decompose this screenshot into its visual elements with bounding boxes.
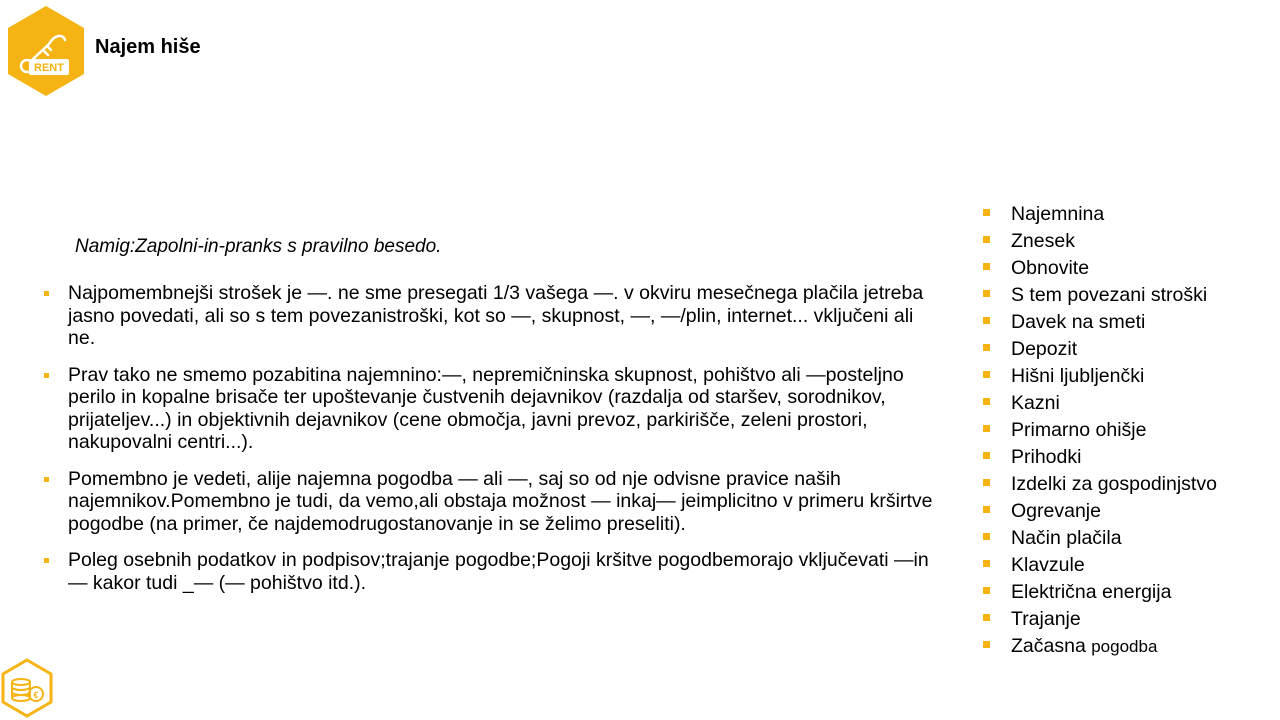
bullet-icon xyxy=(983,263,990,270)
paragraph-text: Prav tako ne smemo pozabitina najemnino:—, nepremičninska skupnost, pohištvo ali —posteljno perilo in kopalne brisače ter upoštevanje čustvenih dejavnikov (razdalja od staršev, sorodnikov, prijateljev...) in objektivnih dejavnikov (cene območja, javni prevoz, parkirišče, zeleni prostori, nakupovalni centri...). xyxy=(68,363,904,453)
bullet-icon xyxy=(983,533,990,540)
word-bank-item xyxy=(983,525,1273,552)
word-bank-label: Kazni xyxy=(1011,392,1060,414)
word-bank-label: Klavzule xyxy=(1011,554,1085,576)
word-bank-label: Davek na smeti xyxy=(1011,311,1146,333)
bullet-icon xyxy=(983,425,990,432)
word-bank-label: Prihodki xyxy=(1011,446,1082,468)
paragraph-list xyxy=(40,282,940,608)
paragraph-text: Poleg osebnih podatkov in podpisov;trajanje pogodbe;Pogoji kršitve pogodbemorajo vključevati —in — kakor tudi _— (— pohištvo itd.). xyxy=(68,549,929,594)
word-bank-label: Izdelki za gospodinjstvo xyxy=(1011,473,1217,495)
bullet-icon xyxy=(983,641,990,648)
word-bank-label-small: pogodba xyxy=(1091,637,1158,656)
coins-icon xyxy=(1,658,53,718)
word-bank-label: Začasna xyxy=(1011,635,1086,657)
paragraph-item xyxy=(40,468,940,536)
word-bank-item xyxy=(983,282,1273,309)
word-bank-item xyxy=(983,228,1273,255)
rent-logo xyxy=(5,4,87,98)
word-bank-label: Depozit xyxy=(1011,338,1078,360)
bullet-icon xyxy=(983,587,990,594)
word-bank-label: Obnovite xyxy=(1011,257,1090,279)
hint-text: Namig:Zapolni-in-pranks s pravilno besedo. xyxy=(75,236,442,257)
paragraph-text: Pomembno je vedeti, alije najemna pogodba — ali —, saj so od nje odvisne pravice naših najemnikov.Pomembno je tudi, da vemo,ali obstaja možnost — inkaj— jeimplicitno v primeru krširtve pogodbe (na primer, če najdemodrugostanovanje in se želimo preseliti). xyxy=(68,467,933,535)
paragraph-text: Najpomembnejši strošek je —. ne sme presegati 1/3 vašega —. v okviru mesečnega plačila jetreba jasno povedati, ali so s tem povezanistroški, kot so —, skupnost, —, —/plin, internet... vključeni ali ne. xyxy=(68,282,924,349)
word-bank-label: Trajanje xyxy=(1011,608,1081,630)
word-bank-item xyxy=(983,390,1273,417)
word-bank-item xyxy=(983,606,1273,633)
bullet-icon xyxy=(983,560,990,567)
paragraph-item xyxy=(40,282,940,350)
bullet-icon xyxy=(983,614,990,621)
word-bank-item xyxy=(983,309,1273,336)
bullet-icon xyxy=(983,479,990,486)
bullet-icon xyxy=(983,371,990,378)
bullet-icon xyxy=(44,291,49,296)
word-bank-label: Ogrevanje xyxy=(1011,500,1101,522)
logo-text: RENT xyxy=(34,62,64,74)
bullet-icon xyxy=(983,506,990,513)
word-bank-label: S tem povezani stroški xyxy=(1011,284,1208,306)
word-bank-label: Električna energija xyxy=(1011,581,1172,603)
word-bank-label: Hišni ljubljenčki xyxy=(1011,365,1145,387)
word-bank-item xyxy=(983,417,1273,444)
bullet-icon xyxy=(983,209,990,216)
word-bank-item xyxy=(983,552,1273,579)
paragraph-item xyxy=(40,364,940,454)
word-bank-label: Način plačila xyxy=(1011,527,1122,549)
svg-text:€: € xyxy=(33,690,39,700)
word-bank-item xyxy=(983,363,1273,390)
word-bank-item xyxy=(983,579,1273,606)
page-title: Najem hiše xyxy=(95,36,201,58)
bullet-icon xyxy=(44,558,49,563)
bullet-icon xyxy=(983,317,990,324)
bullet-icon xyxy=(44,477,49,482)
word-bank-item xyxy=(983,498,1273,525)
word-bank-item xyxy=(983,201,1273,228)
word-bank-item xyxy=(983,471,1273,498)
bullet-icon xyxy=(983,398,990,405)
paragraph-item xyxy=(40,549,940,594)
bullet-icon xyxy=(983,344,990,351)
bullet-icon xyxy=(983,290,990,297)
bullet-icon xyxy=(983,236,990,243)
word-bank-list xyxy=(983,201,1273,660)
bullet-icon xyxy=(44,373,49,378)
word-bank-item xyxy=(983,255,1273,282)
bullet-icon xyxy=(983,452,990,459)
word-bank-label: Najemnina xyxy=(1011,203,1105,225)
word-bank-label: Primarno ohišje xyxy=(1011,419,1147,441)
word-bank-item xyxy=(983,336,1273,363)
word-bank-item xyxy=(983,444,1273,471)
word-bank-item xyxy=(983,633,1273,660)
word-bank-label: Znesek xyxy=(1011,230,1075,252)
